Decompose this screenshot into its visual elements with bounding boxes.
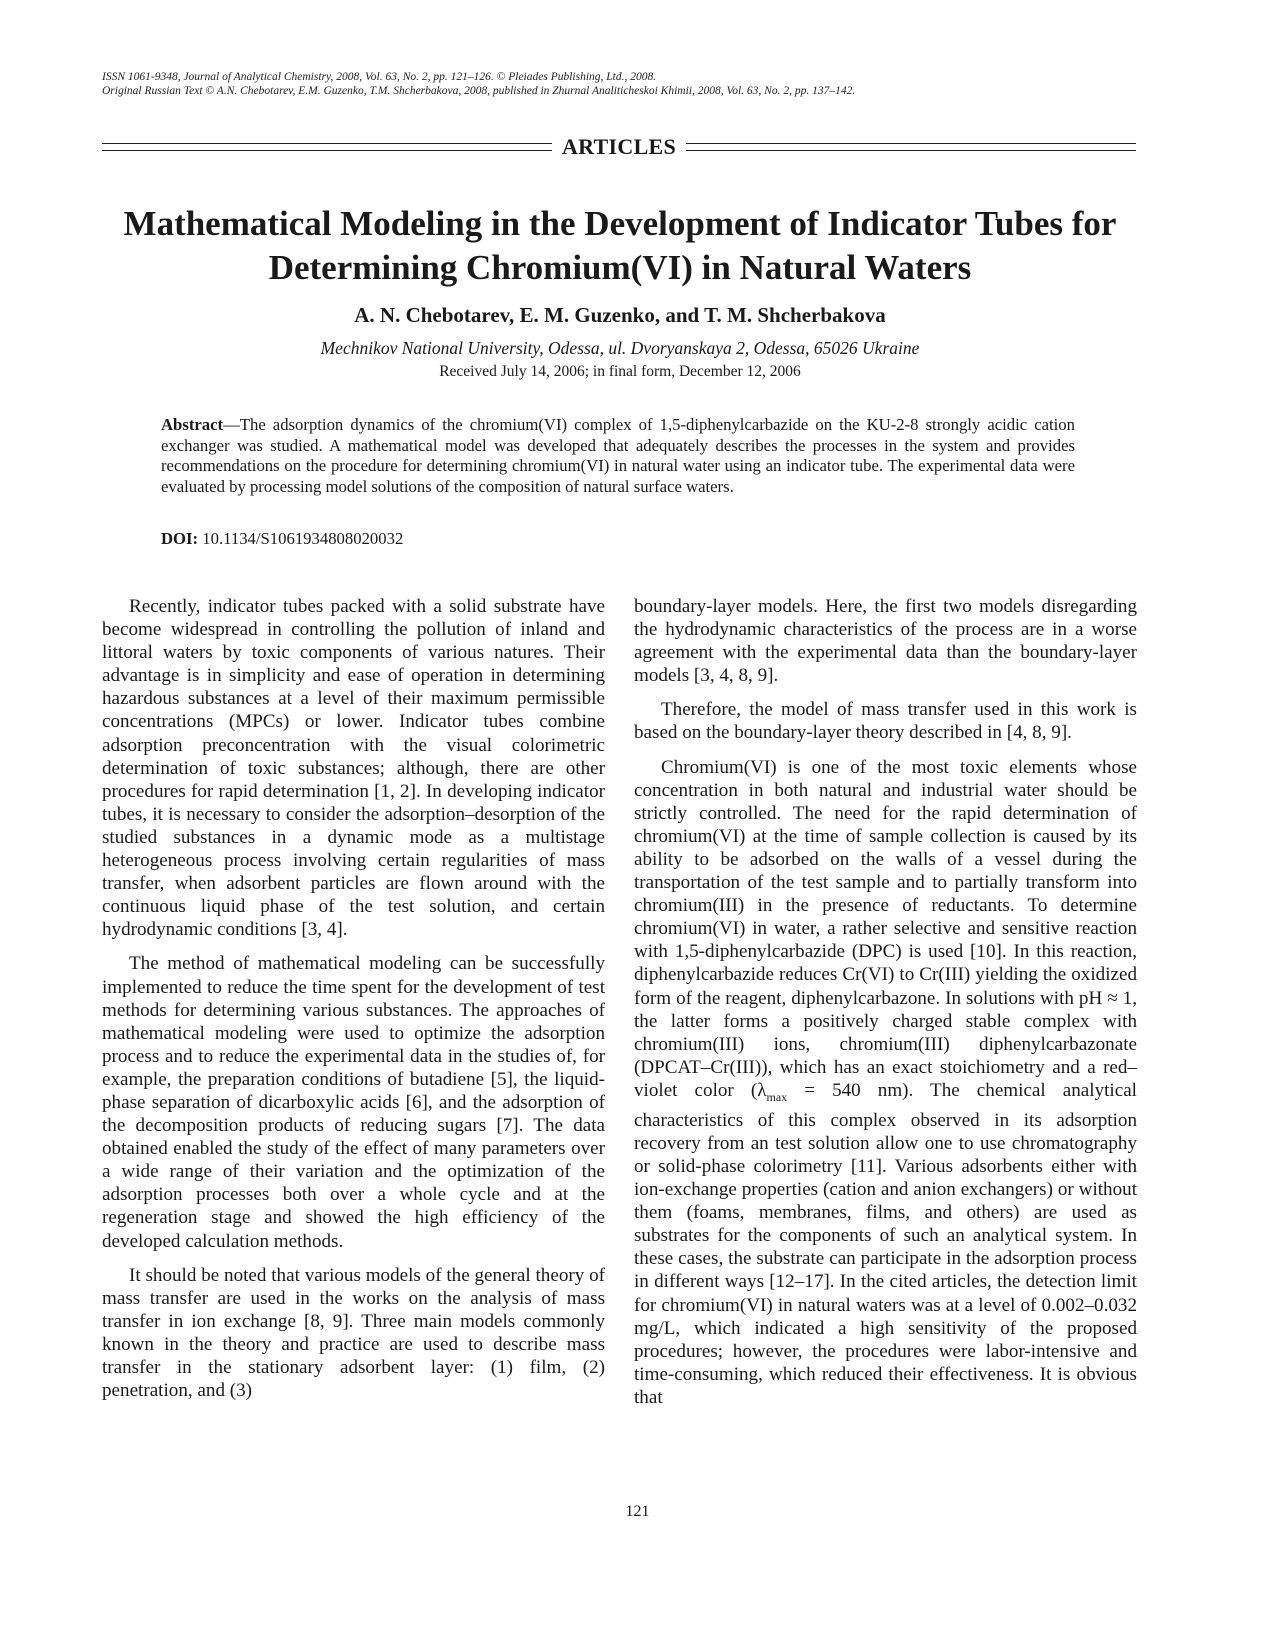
body-paragraph xyxy=(634,756,1137,1409)
authors: A. N. Chebotarev, E. M. Guzenko, and T. M. Shcherbakova xyxy=(354,303,886,327)
doi-label: DOI: xyxy=(161,529,199,548)
body-paragraph: It should be noted that various models of the general theory of mass transfer are used in the works on the analysis of mass transfer in ion exchange [8, 9]. Three main models commonly known in the theory and practice are used to describe mass transfer in the stationary adsorbent layer: (1) film, (2) penetration, and (3) xyxy=(102,1264,605,1402)
body-paragraph: Recently, indicator tubes packed with a solid substrate have become widespread in controlling the pollution of inland and littoral waters by toxic components of various natures. Their advantage is in simplicity and ease of operation in determining hazardous substances at a level of their maximum permissible concentrations (MPCs) or lower. Indicator tubes combine adsorption preconcentration with the visual colorimetric determination of toxic substances; although, there are other procedures for rapid determination [1, 2]. In developing indicator tubes, it is necessary to consider the adsorption–desorption of the studied substances in a dynamic mode as a multistage heterogeneous process involving certain regularities of mass transfer, when adsorbent particles are flown around with the continuous liquid phase of the test solution, and certain hydrodynamic conditions [3, 4]. xyxy=(102,596,605,941)
body-paragraph: boundary-layer models. Here, the first two models disregarding the hydrodynamic characteristics of the process are in a worse agreement with the experimental data than the boundary-layer models [3, 4, 8, 9]. xyxy=(634,596,1137,687)
section-rule-right xyxy=(686,143,1136,151)
abstract-label: Abstract xyxy=(161,415,224,434)
body-paragraph: Therefore, the model of mass transfer used in this work is based on the boundary-layer theory described in [4, 8, 9]. xyxy=(634,699,1137,744)
body-text: = 540 nm). The chemical analytical characteristics of this complex observed in its adsorption recovery from an test solution allow one to use chromatography or solid-phase colorimetry [11]. Various adsorbents either with ion-exchange properties (cation and anion exchangers) or without them (foams, membranes, films, and others) are used as substrates for the components of such an analytical system. In these cases, the substrate can participate in the adsorption process in different ways [12–17]. In the cited articles, the detection limit for chromium(VI) in natural waters was at a level of 0.002–0.032 mg/L, which indicated a high sensitivity of the proposed procedures; however, the procedures were labor-intensive and time-consuming, which reduced their effectiveness. It is obvious that xyxy=(634,1079,1137,1408)
article-title: Mathematical Modeling in the Development of Indicator Tubes for Determining Chromium(VI) in Natural Waters xyxy=(123,204,1117,287)
original-text-line: Original Russian Text © A.N. Chebotarev, E.M. Guzenko, T.M. Shcherbakova, 2008, published in Zhurnal Analiticheskoi Khimii, 2008, Vol. 63, No. 2, pp. 137–142. xyxy=(102,85,856,97)
section-label: ARTICLES xyxy=(561,134,677,159)
journal-header xyxy=(102,70,1102,98)
doi-value: 10.1134/S1061934808020032 xyxy=(202,529,404,548)
section-header xyxy=(102,135,1136,159)
body-column-left xyxy=(102,595,605,1413)
journal-citation-line: ISSN 1061-9348, Journal of Analytical Chemistry, 2008, Vol. 63, No. 2, pp. 121–126. © Pleiades Publishing, Ltd., 2008. xyxy=(102,71,657,83)
page-number: 121 xyxy=(625,1503,650,1520)
body-text: Chromium(VI) is one of the most toxic elements whose concentration in both natural and industrial water should be strictly controlled. The need for the rapid determination of chromium(VI) at the time of sample collection is caused by its ability to be adsorbed on the walls of a vessel during the transportation of the test sample and to partially transform into chromium(III) in the presence of reductants. To determine chromium(VI) in water, a rather selective and sensitive reaction with 1,5-diphenylcarbazide (DPC) is used [10]. In this reaction, diphenylcarbazide reduces Cr(VI) to Cr(III) yielding the oxidized form of the reagent, diphenylcarbazone. In solutions with pH ≈ 1, the latter forms a positively charged stable complex with chromium(III) ions, chromium(III) diphenylcarbazonate (DPCAT–Cr(III)), which has an exact stoichiometry and a red–violet color (λ xyxy=(634,756,1137,1101)
abstract-text: —The adsorption dynamics of the chromium(VI) complex of 1,5-diphenylcarbazide on the KU-2-8 strongly acidic cation exchanger was studied. A mathematical model was developed that adequately describes the processes in the system and provides recommendations on the procedure for determining chromium(VI) in natural water using an indicator tube. The experimental data were evaluated by processing model solutions of the composition of natural surface waters. xyxy=(161,415,1075,496)
received-dates: Received July 14, 2006; in final form, December 12, 2006 xyxy=(439,363,801,380)
body-column-right xyxy=(634,595,1137,1420)
body-paragraph: The method of mathematical modeling can be successfully implemented to reduce the time spent for the development of test methods for determining various substances. The approaches of mathematical modeling were used to optimize the adsorption process and to reduce the experimental data in the studies of, for example, the preparation conditions of butadiene [5], the liquid-phase separation of dicarboxylic acids [6], and the adsorption of the decomposition products of reducing sugars [7]. The data obtained enabled the study of the effect of many parameters over a wide range of their variation and the optimization of the adsorption processes both over a whole cycle and at the regeneration stage and showed the high efficiency of the developed calculation methods. xyxy=(102,953,605,1252)
affiliation: Mechnikov National University, Odessa, ul. Dvoryanskaya 2, Odessa, 65026 Ukraine xyxy=(320,338,920,358)
abstract xyxy=(161,415,1075,497)
lambda-subscript: max xyxy=(766,1089,788,1104)
doi xyxy=(161,529,403,549)
section-rule-left xyxy=(102,143,552,151)
